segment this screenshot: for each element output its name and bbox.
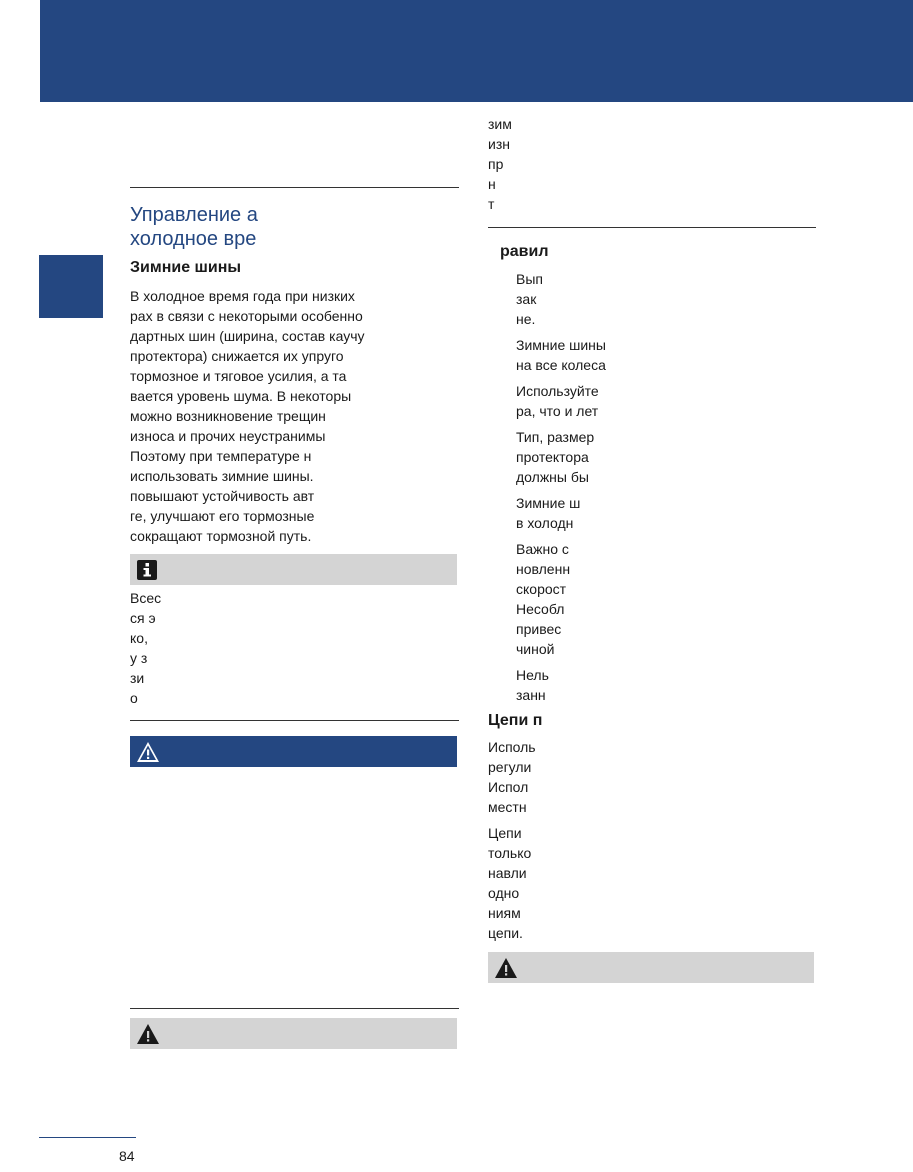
list-item <box>516 493 816 533</box>
info-line: ко, <box>130 630 148 646</box>
continued-line: пр <box>488 156 504 172</box>
winter-tires-heading: Зимние шины <box>130 259 242 276</box>
info-divider <box>130 720 459 721</box>
chains-heading: Цепи п <box>488 712 543 729</box>
chains-line: Цепи <box>488 825 522 841</box>
winter-tires-body <box>130 286 457 546</box>
list-item-line: протектора <box>516 449 589 465</box>
info-note-text <box>130 588 457 708</box>
warning-bar-primary <box>130 736 457 767</box>
info-line: Всес <box>130 590 162 606</box>
info-line: ся э <box>130 610 156 626</box>
list-item-line: Нель <box>516 667 549 683</box>
section-title <box>130 203 258 251</box>
info-note-bar <box>130 554 457 585</box>
section-divider <box>130 187 459 188</box>
list-item-line: привес <box>516 621 562 637</box>
list-item-line: Зимние шины <box>516 337 606 353</box>
body-line: износа и прочих неустранимы <box>130 428 326 444</box>
list-item-line: Зимние ш <box>516 495 581 511</box>
list-item-line: зак <box>516 291 537 307</box>
rules-divider <box>488 227 816 228</box>
chains-line: местн <box>488 799 527 815</box>
list-item <box>516 665 816 705</box>
body-line: повышают устойчивость авт <box>130 488 315 504</box>
list-item-line: не. <box>516 311 536 327</box>
continued-line: зим <box>488 116 512 132</box>
list-item <box>516 269 816 329</box>
list-item <box>516 335 816 375</box>
list-item-line: в холодн <box>516 515 574 531</box>
chains-line: одно <box>488 885 520 901</box>
continued-line: изн <box>488 136 510 152</box>
warning-divider <box>130 1008 459 1009</box>
list-item-line: Несобл <box>516 601 565 617</box>
rules-heading: равил <box>500 243 549 260</box>
body-line: вается уровень шума. В некоторы <box>130 388 352 404</box>
body-line: дартных шин (ширина, состав каучу <box>130 328 365 344</box>
list-item-line: чиной <box>516 641 555 657</box>
continued-text <box>488 114 814 214</box>
chains-line: ниям <box>488 905 521 921</box>
list-item-line: должны бы <box>516 469 589 485</box>
body-line: тормозное и тяговое усилия, а та <box>130 368 347 384</box>
list-item-line: новленн <box>516 561 571 577</box>
chains-warning-bar <box>488 952 814 983</box>
chapter-side-tab <box>39 255 103 318</box>
body-line: можно возникновение трещин <box>130 408 326 424</box>
chains-line: Исполь <box>488 739 536 755</box>
body-line: В холодное время года при низких <box>130 288 355 304</box>
info-line: зи <box>130 670 145 686</box>
body-line: рах в связи с некоторыми особенно <box>130 308 363 324</box>
list-item-line: Важно с <box>516 541 569 557</box>
section-title-line: Управление а <box>130 204 258 226</box>
chains-line: только <box>488 845 532 861</box>
warning-icon <box>136 1023 158 1045</box>
section-title-line: холодное вре <box>130 228 257 250</box>
warning-icon <box>494 957 516 979</box>
list-item <box>516 539 816 659</box>
list-item-line: Вып <box>516 271 543 287</box>
warning-icon <box>136 741 158 763</box>
info-icon <box>136 559 158 581</box>
list-item-line: на все колеса <box>516 357 606 373</box>
body-line: использовать зимние шины. <box>130 468 314 484</box>
rules-list <box>516 269 816 711</box>
info-line: у з <box>130 650 148 666</box>
list-item-line: Используйте <box>516 383 599 399</box>
body-line: сокращают тормозной путь. <box>130 528 312 544</box>
chains-paragraph <box>488 737 814 817</box>
list-item-line: ра, что и лет <box>516 403 599 419</box>
body-line: Поэтому при температуре н <box>130 448 312 464</box>
chains-line: регули <box>488 759 532 775</box>
continued-line: т <box>488 196 495 212</box>
warning-bar-secondary <box>130 1018 457 1049</box>
body-line: протектора) снижается их упруго <box>130 348 344 364</box>
header-band <box>40 0 913 102</box>
chains-line: навли <box>488 865 527 881</box>
list-item-line: скорост <box>516 581 567 597</box>
info-line: о <box>130 690 138 706</box>
continued-line: н <box>488 176 496 192</box>
chains-line: цепи. <box>488 925 523 941</box>
chains-paragraph <box>488 823 814 943</box>
page-number: 84 <box>119 1148 135 1164</box>
footer-rule <box>39 1137 136 1138</box>
list-item <box>516 381 816 421</box>
body-line: ге, улучшают его тормозные <box>130 508 315 524</box>
chains-body <box>488 737 814 949</box>
list-item <box>516 427 816 487</box>
list-item-line: Тип, размер <box>516 429 595 445</box>
chains-line: Испол <box>488 779 529 795</box>
list-item-line: занн <box>516 687 546 703</box>
